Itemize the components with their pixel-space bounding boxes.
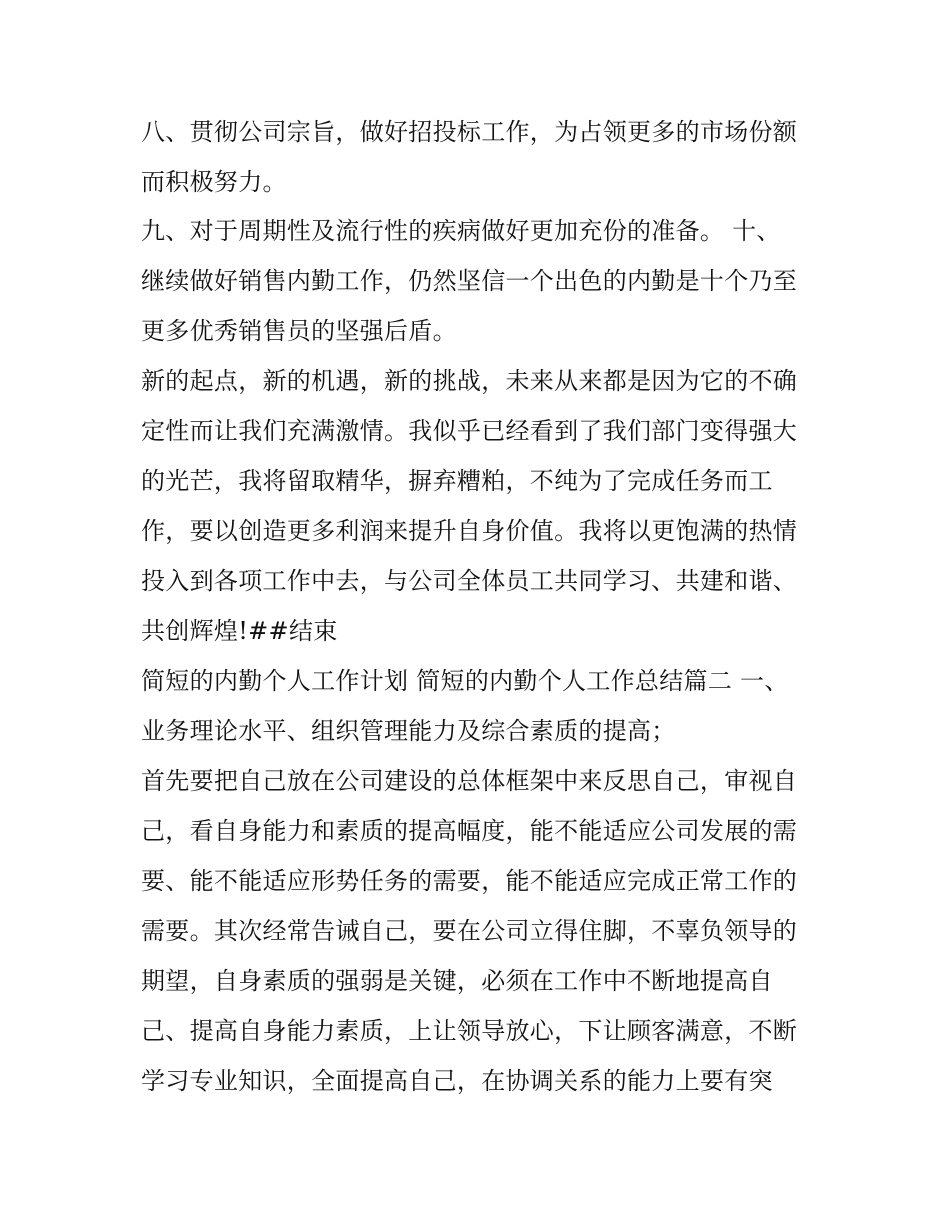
text-line: 而积极努力。 <box>141 168 287 196</box>
text-line: 首先要把自己放在公司建设的总体框架中来反思自己，审视自 <box>141 767 798 795</box>
text-line: 简短的内勤个人工作计划 简短的内勤个人工作总结篇二 一、 <box>141 667 789 695</box>
text-line: 业务理论水平、组织管理能力及综合素质的提高； <box>141 717 676 745</box>
text-line: 投入到各项工作中去，与公司全体员工共同学习、共建和谐、 <box>141 567 798 595</box>
text-line: 学习专业知识，全面提高自己，在协调关系的能力上要有突 <box>141 1067 773 1095</box>
text-line: 定性而让我们充满激情。我似乎已经看到了我们部门变得强大 <box>141 417 798 445</box>
text-line: 作，要以创造更多利润来提升自身价值。我将以更饱满的热情 <box>141 517 798 545</box>
text-line: 继续做好销售内勤工作，仍然坚信一个出色的内勤是十个乃至 <box>141 267 798 295</box>
text-line: 更多优秀销售员的坚强后盾。 <box>141 317 457 345</box>
text-line: 己、提高自身能力素质，上让领导放心，下让顾客满意，不断 <box>141 1017 798 1045</box>
text-line: 的光芒，我将留取精华，摒弃糟粕，不纯为了完成任务而工 <box>141 467 773 495</box>
text-line: 八、贯彻公司宗旨，做好招投标工作，为占领更多的市场份额 <box>141 118 798 146</box>
text-line: 要、能不能适应形势任务的需要，能不能适应完成正常工作的 <box>141 867 798 895</box>
text-line: 共创辉煌!##结束 <box>141 617 338 645</box>
text-line: 新的起点，新的机遇，新的挑战，未来从来都是因为它的不确 <box>141 367 798 395</box>
text-line: 九、对于周期性及流行性的疾病做好更加充份的准备。 十、 <box>141 217 781 245</box>
text-line: 己，看自身能力和素质的提高幅度，能不能适应公司发展的需 <box>141 817 798 845</box>
text-line: 需要。其次经常告诫自己，要在公司立得住脚，不辜负领导的 <box>141 917 798 945</box>
text-line: 期望，自身素质的强弱是关键，必须在工作中不断地提高自 <box>141 967 773 995</box>
